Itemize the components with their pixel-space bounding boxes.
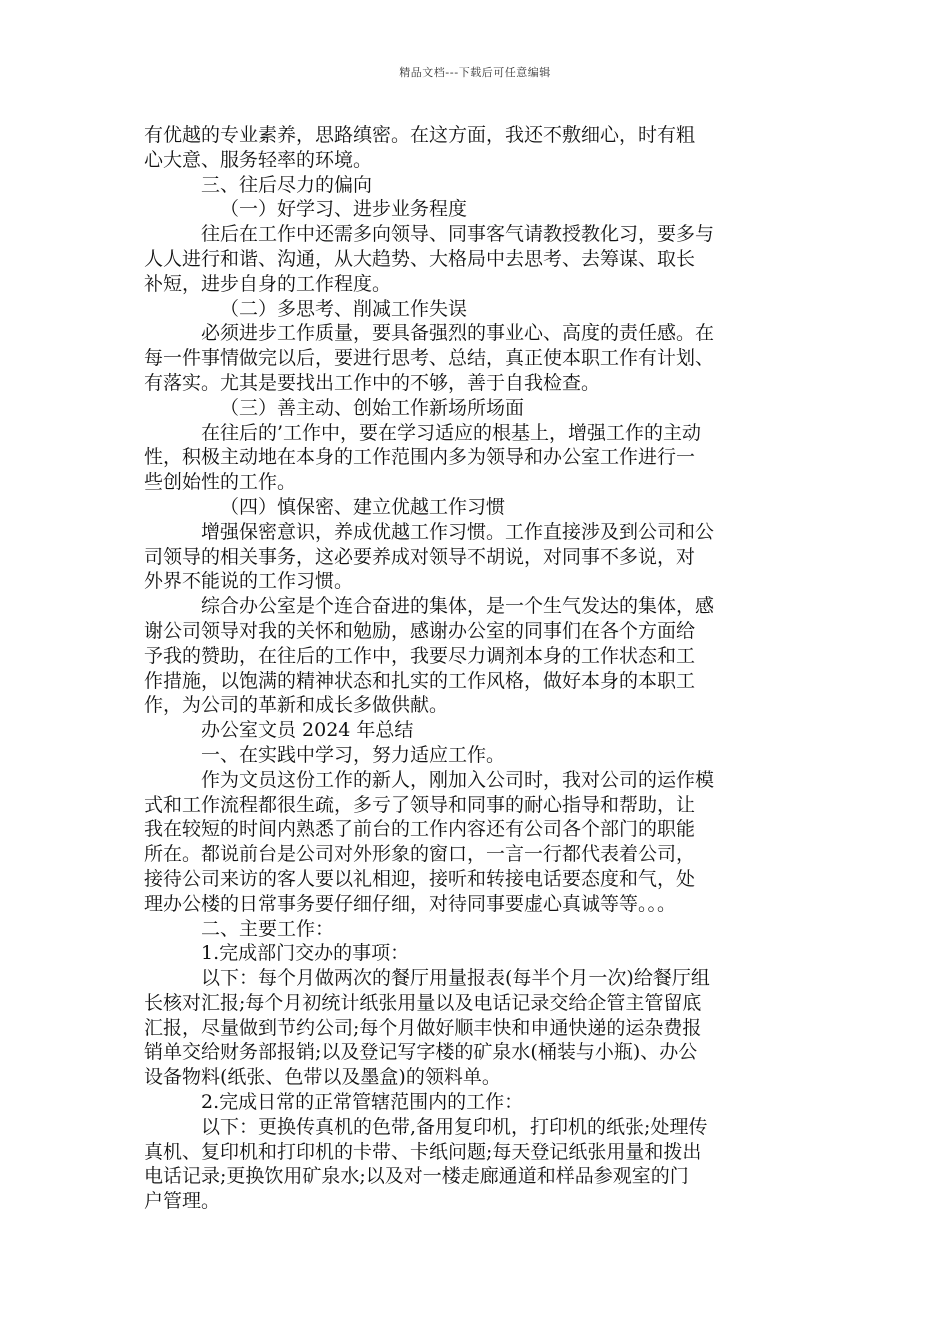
body-line: 外界不能说的工作习惯。 [144, 570, 354, 593]
body-line: 以下：更换传真机的色带,备用复印机，打印机的纸张;处理传 [201, 1115, 708, 1138]
body-line: 补短，进步自身的工作程度。 [144, 272, 392, 295]
body-line: 有优越的专业素养，思路缜密。在这方面，我还不敷细心，时有粗 [144, 124, 696, 146]
body-line: 接待公司来访的客人要以礼相迎，接听和转接电话要态度和气，处 [144, 867, 696, 890]
body-line: 三、往后尽力的偏向 [201, 173, 373, 196]
body-line: 司领导的相关事务，这必要养成对领导不胡说，对同事不多说，对 [144, 545, 696, 568]
body-line: 在往后的’工作中，要在学习适应的根基上，增强工作的主动 [201, 421, 702, 444]
body-line: 设备物料(纸张、色带以及墨盒)的领料单。 [144, 1066, 501, 1089]
document-body [144, 123, 820, 1214]
body-line: 所在。都说前台是公司对外形象的窗口，一言一行都代表着公司， [144, 843, 696, 866]
body-line: 作，为公司的革新和成长多做供献。 [144, 694, 449, 717]
body-line: （四）慎保密、建立优越工作习惯 [220, 495, 506, 518]
body-line: 二、主要工作： [201, 917, 335, 940]
body-line: 每一件事情做完以后，要进行思考、总结，真正使本职工作有计划、 [144, 347, 715, 370]
body-line: 一、在实践中学习，努力适应工作。 [201, 743, 506, 766]
body-line: 理办公楼的日常事务要仔细仔细，对待同事要虚心真诚等等。。。 [144, 892, 677, 915]
page-header-note: 精品文档---下载后可任意编辑 [399, 66, 551, 79]
body-line: 户管理。 [144, 1190, 221, 1213]
body-line: 予我的赞助，在往后的工作中，我要尽力调剂本身的工作状态和工 [144, 644, 696, 667]
body-line: 综合办公室是个连合奋进的集体，是一个生气发达的集体，感 [201, 595, 715, 618]
body-line: 电话记录;更换饮用矿泉水;以及对一楼走廊通道和样品参观室的门 [144, 1165, 689, 1188]
body-line: 真机、复印机和打印机的卡带、卡纸问题;每天登记纸张用量和拨出 [144, 1140, 702, 1163]
body-line: 性，积极主动地在本身的工作范围内多为领导和办公室工作进行一 [144, 446, 696, 469]
body-line: （一）好学习、进步业务程度 [220, 198, 468, 221]
body-line: 长核对汇报;每个月初统计纸张用量以及电话记录交给企管主管留底 [144, 991, 702, 1014]
body-line: 作措施，以饱满的精神状态和扎实的工作风格，做好本身的本职工 [144, 669, 696, 692]
body-line: 1.完成部门交办的事项： [201, 942, 410, 965]
body-line: 我在较短的时间内熟悉了前台的工作内容还有公司各个部门的职能 [144, 818, 696, 841]
body-line: 式和工作流程都很生疏，多亏了领导和同事的耐心指导和帮助，让 [144, 793, 696, 816]
body-line: 心大意、服务轻率的环境。 [144, 148, 373, 171]
body-line: 有落实。尤其是要找出工作中的不够，善于自我检查。 [144, 371, 601, 394]
body-line: 谢公司领导对我的关怀和勉励，感谢办公室的同事们在各个方面给 [144, 619, 696, 642]
body-line: 销单交给财务部报销;以及登记写字楼的矿泉水(桶装与小瓶)、办公 [144, 1041, 698, 1064]
body-line: 人人进行和谐、沟通，从大趋势、大格局中去思考、去筹谋、取长 [144, 247, 696, 270]
body-line: 必须进步工作质量，要具备强烈的事业心、高度的责任感。在 [201, 322, 715, 345]
body-line: （三）善主动、创始工作新场所场面 [220, 396, 525, 419]
body-line: 些创始性的工作。 [144, 471, 297, 494]
body-line: 以下：每个月做两次的餐厅用量报表(每半个月一次)给餐厅组 [201, 967, 710, 990]
body-line: 2.完成日常的正常管辖范围内的工作： [201, 1091, 524, 1114]
body-line: 往后在工作中还需多向领导、同事客气请教授教化习，要多与 [201, 223, 715, 246]
body-line: （二）多思考、削减工作失误 [220, 297, 468, 320]
body-line: 办公室文员 2024 年总结 [201, 719, 414, 742]
body-line: 作为文员这份工作的新人，刚加入公司时，我对公司的运作模 [201, 768, 715, 791]
body-line: 汇报，尽量做到节约公司;每个月做好顺丰快和申通快递的运杂费报 [144, 1016, 702, 1039]
body-line: 增强保密意识，养成优越工作习惯。工作直接涉及到公司和公 [201, 520, 715, 543]
